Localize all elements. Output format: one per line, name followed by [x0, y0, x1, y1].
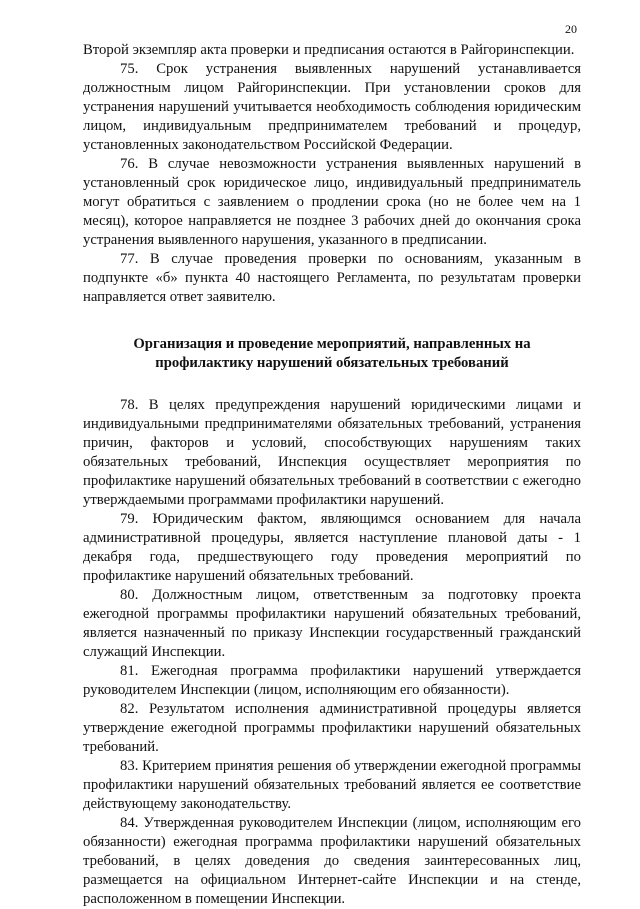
paragraph-76: 76. В случае невозможности устранения выявленных нарушений в установленный срок юридическое лицо, индивидуальный предприниматель могут обратиться с заявлением о продлении срока (но не более чем на 1 месяц), которое направляется не позднее 3 рабочих дней до окончания срока устранения выявленного нарушения, указанного в предписании. — [83, 156, 581, 248]
document-body — [83, 41, 581, 909]
paragraph-84: 84. Утвержденная руководителем Инспекции (лицом, исполняющим его обязанности) ежегодная программа профилактики нарушений обязательных требований, в целях доведения до сведения заинтересованных лиц, размещается на официальном Интернет-сайте Инспекции и на стенде, расположенном в помещении Инспекции. — [83, 815, 581, 907]
section-heading — [83, 335, 581, 373]
paragraph-82: 82. Результатом исполнения административной процедуры является утверждение ежегодной программы профилактики нарушений обязательных требований. — [83, 701, 581, 755]
paragraph-83: 83. Критерием принятия решения об утверждении ежегодной программы профилактики нарушений обязательных требований является ее соответствие действующему законодательству. — [83, 758, 581, 812]
paragraph-80: 80. Должностным лицом, ответственным за подготовку проекта ежегодной программы профилактики нарушений обязательных требований, является назначенный по приказу Инспекции государственный гражданский служащий Инспекции. — [83, 587, 581, 660]
page-number: 20 — [565, 22, 577, 36]
paragraph-79: 79. Юридическим фактом, являющимся основанием для начала административной процедуры, является наступление плановой даты - 1 декабря года, предшествующего году проведения мероприятий по профилактике нарушений обязательных требований. — [83, 511, 581, 584]
section-heading-line-2: профилактику нарушений обязательных требований — [155, 355, 509, 371]
section-heading-line-1: Организация и проведение мероприятий, направленных на — [133, 336, 531, 352]
paragraph-81: 81. Ежегодная программа профилактики нарушений утверждается руководителем Инспекции (лицом, исполняющим его обязанности). — [83, 663, 581, 698]
paragraph-78: 78. В целях предупреждения нарушений юридическими лицами и индивидуальными предпринимателями обязательных требований, устранения причин, факторов и условий, способствующих нарушениям таких обязательных требований, Инспекция осуществляет мероприятия по профилактике нарушений обязательных требований в соответствии с ежегодно утверждаемыми программами профилактики нарушений. — [83, 397, 581, 508]
paragraph-continuation: Второй экземпляр акта проверки и предписания остаются в Райгоринспекции. — [83, 42, 575, 58]
paragraph-77: 77. В случае проведения проверки по основаниям, указанным в подпункте «б» пункта 40 настоящего Регламента, по результатам проверки направляется ответ заявителю. — [83, 251, 581, 305]
paragraph-75: 75. Срок устранения выявленных нарушений устанавливается должностным лицом Райгоринспекции. При установлении сроков для устранения нарушений учитывается необходимость соблюдения юридическим лицом, индивидуальным предпринимателем требований и процедур, установленных законодательством Российской Федерации. — [83, 61, 581, 153]
